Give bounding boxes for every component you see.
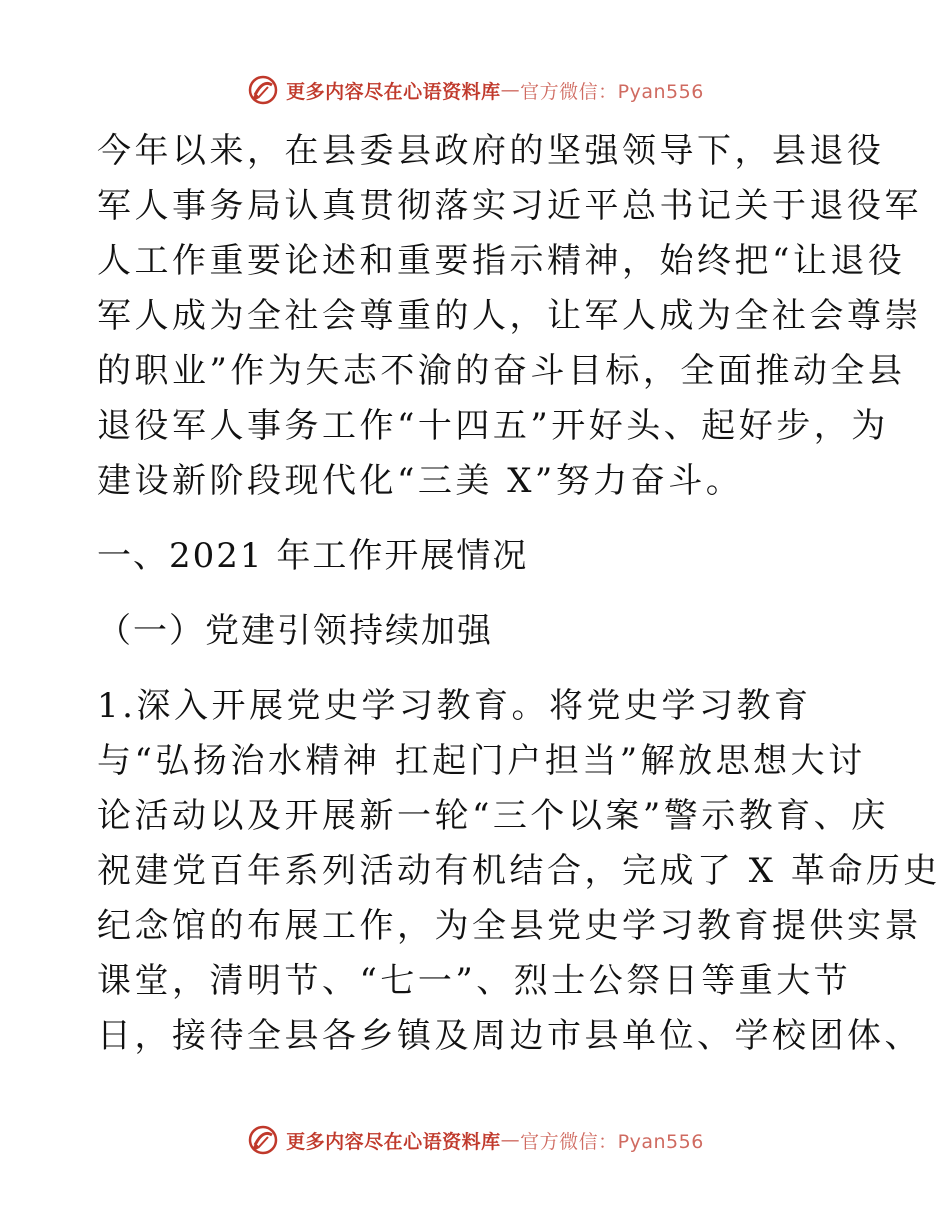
subsection-heading: （一）党建引领持续加强 [97, 611, 493, 651]
text-line: 军人事务局认真贯彻落实习近平总书记关于退役军 [97, 186, 922, 226]
banner-dash: — [500, 1129, 521, 1151]
banner-dash: — [500, 79, 521, 101]
text-line: 今年以来，在县委县政府的坚强领导下，县退役 [97, 131, 885, 171]
text-line: 建设新阶段现代化“三美 X”努力奋斗。 [97, 461, 744, 501]
text-line: 的职业”作为矢志不渝的奋斗目标，全面推动全县 [97, 351, 906, 391]
intro-paragraph [97, 124, 922, 509]
text-line: 与“弘扬治水精神 扛起门户担当”解放思想大讨 [97, 741, 866, 781]
text-line: 论活动以及开展新一轮“三个以案”警示教育、庆 [97, 796, 889, 836]
text-line: 人工作重要论述和重要指示精神，始终把“让退役 [97, 241, 906, 281]
document-body [97, 124, 941, 1064]
brand-logo-icon [246, 1123, 280, 1157]
text-line: 日，接待全县各乡镇及周边市县单位、学校团体、 [97, 1016, 922, 1056]
text-line: 军人成为全社会尊重的人，让军人成为全社会尊崇 [97, 296, 922, 336]
text-line: 1.深入开展党史学习教育。将党史学习教育 [97, 686, 812, 726]
banner-wechat-text: 官方微信：Pyan556 [520, 1130, 704, 1153]
header-watermark-banner [0, 70, 950, 110]
item-paragraph [97, 679, 941, 1064]
footer-watermark-banner [0, 1120, 950, 1160]
text-line: 课堂，清明节、“七一”、烈士公祭日等重大节 [97, 961, 852, 1001]
banner-wechat-text: 官方微信：Pyan556 [520, 80, 704, 103]
banner-main-text: 更多内容尽在心语资料库 [286, 80, 501, 103]
brand-logo-icon [246, 73, 280, 107]
banner-main-text: 更多内容尽在心语资料库 [286, 1130, 501, 1153]
text-line: 退役军人事务工作“十四五”开好头、起好步，为 [97, 406, 889, 446]
text-line: 纪念馆的布展工作，为全县党史学习教育提供实景 [97, 906, 922, 946]
section-heading: 一、2021 年工作开展情况 [97, 536, 529, 576]
text-line: 祝建党百年系列活动有机结合，完成了 X 革命历史 [97, 851, 941, 891]
